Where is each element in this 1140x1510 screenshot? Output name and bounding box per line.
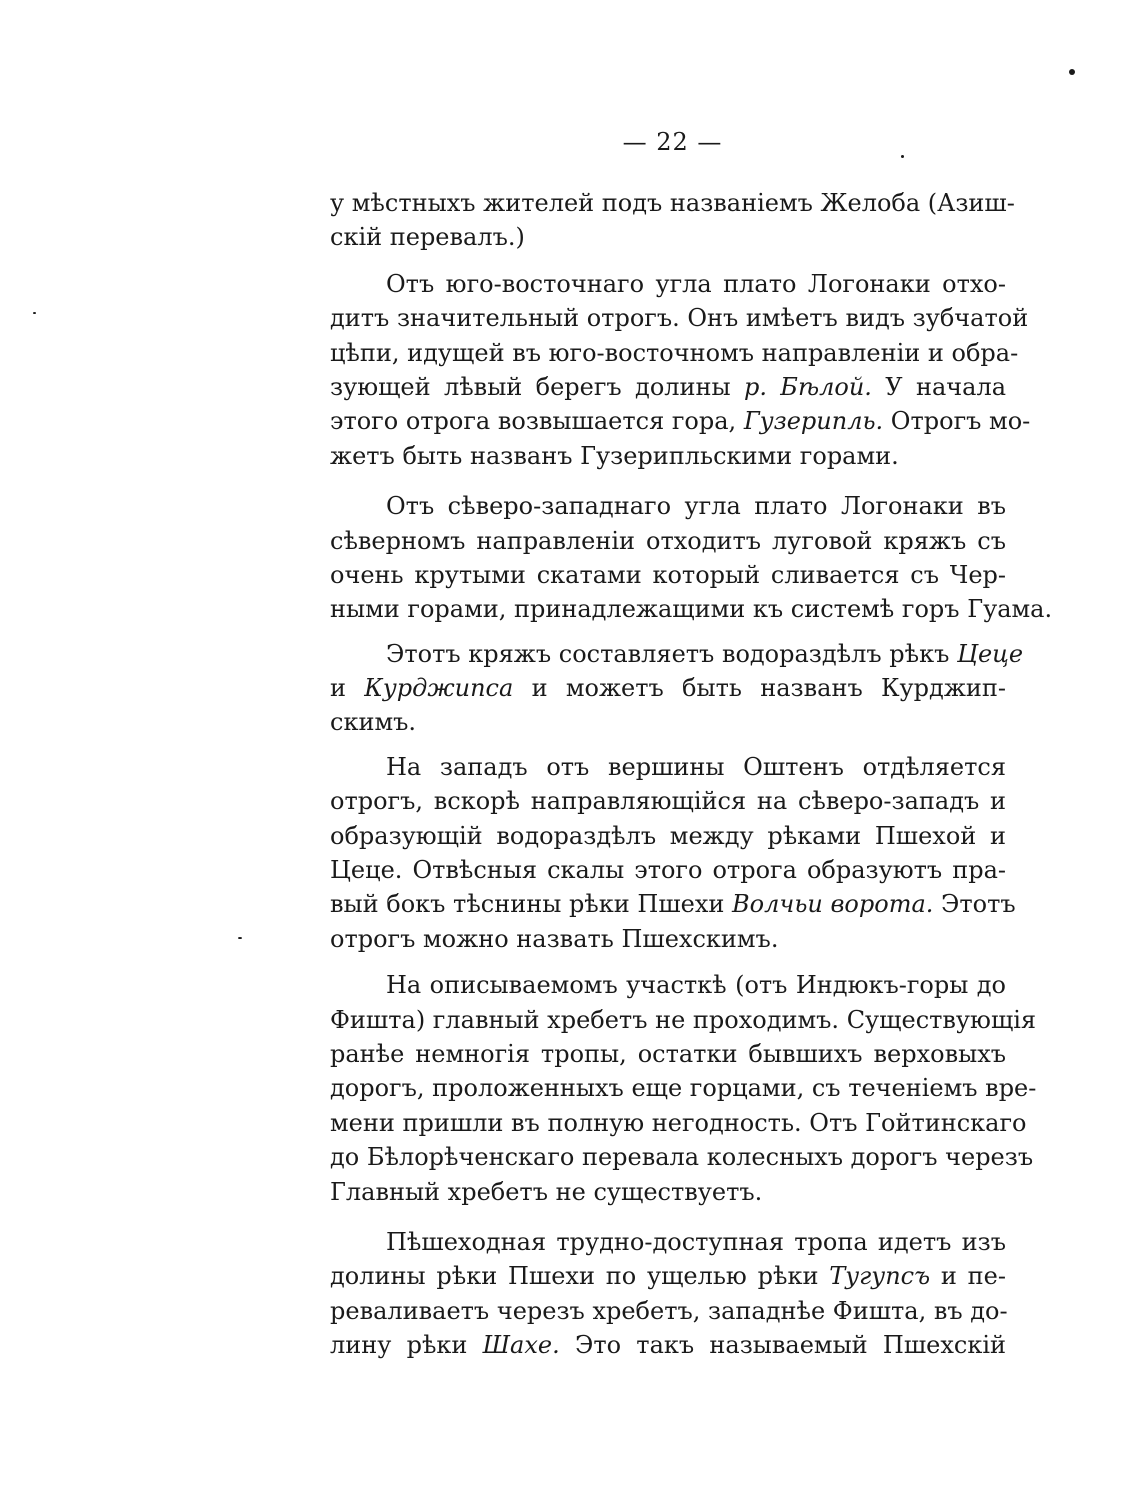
river-name: Тугупсъ [829,1262,931,1291]
text-line: до Бѣлорѣченскаго перевала колесныхъ дорогъ черезъ [330,1143,1034,1172]
text-run: долины рѣки Пшехи по ущелью рѣки [330,1262,830,1291]
river-name: Цеце [957,639,1024,668]
text-line [330,370,1006,404]
text-line: ными горами, принадлежащими къ системѣ горъ Гуама. [330,595,1053,624]
text-run: Этотъ [933,890,1016,919]
text-line: сѣверномъ направленіи отходитъ луговой кряжъ съ [330,526,1006,555]
river-name: Шахе. [482,1331,560,1360]
text-line: дитъ значительный отрогъ. Онъ имѣетъ видъ зубчатой [330,304,1029,333]
paragraph-2 [330,267,1031,473]
text-run: и пе- [930,1262,1006,1291]
text-line: мени пришли въ полную негодность. Отъ Гойтинскаго [330,1108,1027,1137]
text-line [330,404,1031,438]
text-line: Отъ юго-восточнаго угла плато Логонаки отхо- [386,269,1006,298]
text-run: и можетъ быть названъ Курджип- [513,674,1007,703]
paragraph-5 [330,750,1016,956]
text-line [330,1259,1006,1293]
text-line: Фишта) главный хребетъ не проходимъ. Существующія [330,1005,1037,1034]
text-line: скимъ. [330,708,417,737]
paragraph-7 [330,1225,1006,1363]
text-line: Главный хребетъ не существуетъ. [330,1177,763,1206]
text-run: зующей лѣвый берегъ долины [330,372,744,401]
text-run: У начала [871,372,1007,401]
text-line: дорогъ, проложенныхъ еще горцами, съ теченіемъ вре- [330,1074,1037,1103]
text-line: реваливаетъ черезъ хребетъ, западнѣе Фишта, въ до- [330,1296,1008,1325]
text-run: и [330,674,365,703]
mountain-name: Гузерипль. [743,407,884,436]
text-run: вый бокъ тѣснины рѣки Пшехи [330,890,733,919]
text-line: Цеце. Отвѣсныя скалы этого отрога образуютъ пра- [330,856,1006,885]
text-line [330,1328,1006,1362]
gorge-name: Волчьи ворота. [732,890,934,919]
text-run: этого отрога возвышается гора, [330,407,744,436]
text-line [330,887,1016,921]
text-run: Отрогъ мо- [883,407,1031,436]
text-line: очень крутыми скатами который сливается съ Чер- [330,560,1006,589]
page-number: — 22 — [622,128,723,156]
text-line: скій перевалъ.) [330,223,525,252]
text-line: Отъ сѣверо-западнаго угла плато Логонаки въ [386,492,1006,521]
text-run: Это такъ называемый Пшехскій [559,1331,1007,1360]
river-name: р. Бѣлой. [743,372,872,401]
text-run: лину рѣки [330,1331,483,1360]
text-run: Этотъ кряжъ составляетъ водораздѣлъ рѣкъ [386,639,958,668]
body-text [330,186,1053,1363]
text-line [330,637,1024,671]
text-line: Пѣшеходная трудно-доступная тропа идетъ изъ [386,1227,1006,1256]
text-line: На западъ отъ вершины Оштенъ отдѣляется [386,752,1006,781]
text-line: у мѣстныхъ жителей подъ названіемъ Желоба (Азиш- [330,189,1015,217]
paragraph-4 [330,637,1024,740]
text-line: отрогъ можно назвать Пшехскимъ. [330,924,779,953]
river-name: Курджипса [364,674,514,703]
text-line: образующій водораздѣлъ между рѣками Пшехой и [330,821,1006,850]
text-line [330,671,1006,705]
text-line: цѣпи, идущей въ юго-восточномъ направленіи и обра- [330,338,1019,367]
text-line: На описываемомъ участкѣ (отъ Индюкъ-горы до [386,971,1006,1000]
paragraph-6 [330,968,1037,1209]
text-line: отрогъ, вскорѣ направляющійся на сѣверо-западъ и [330,787,1006,816]
text-line: жетъ быть названъ Гузерипльскими горами. [330,441,899,470]
paragraph-3 [330,489,1053,627]
text-line: ранѣе немногія тропы, остатки бывшихъ верховыхъ [330,1039,1006,1068]
paragraph-1 [330,186,1015,255]
